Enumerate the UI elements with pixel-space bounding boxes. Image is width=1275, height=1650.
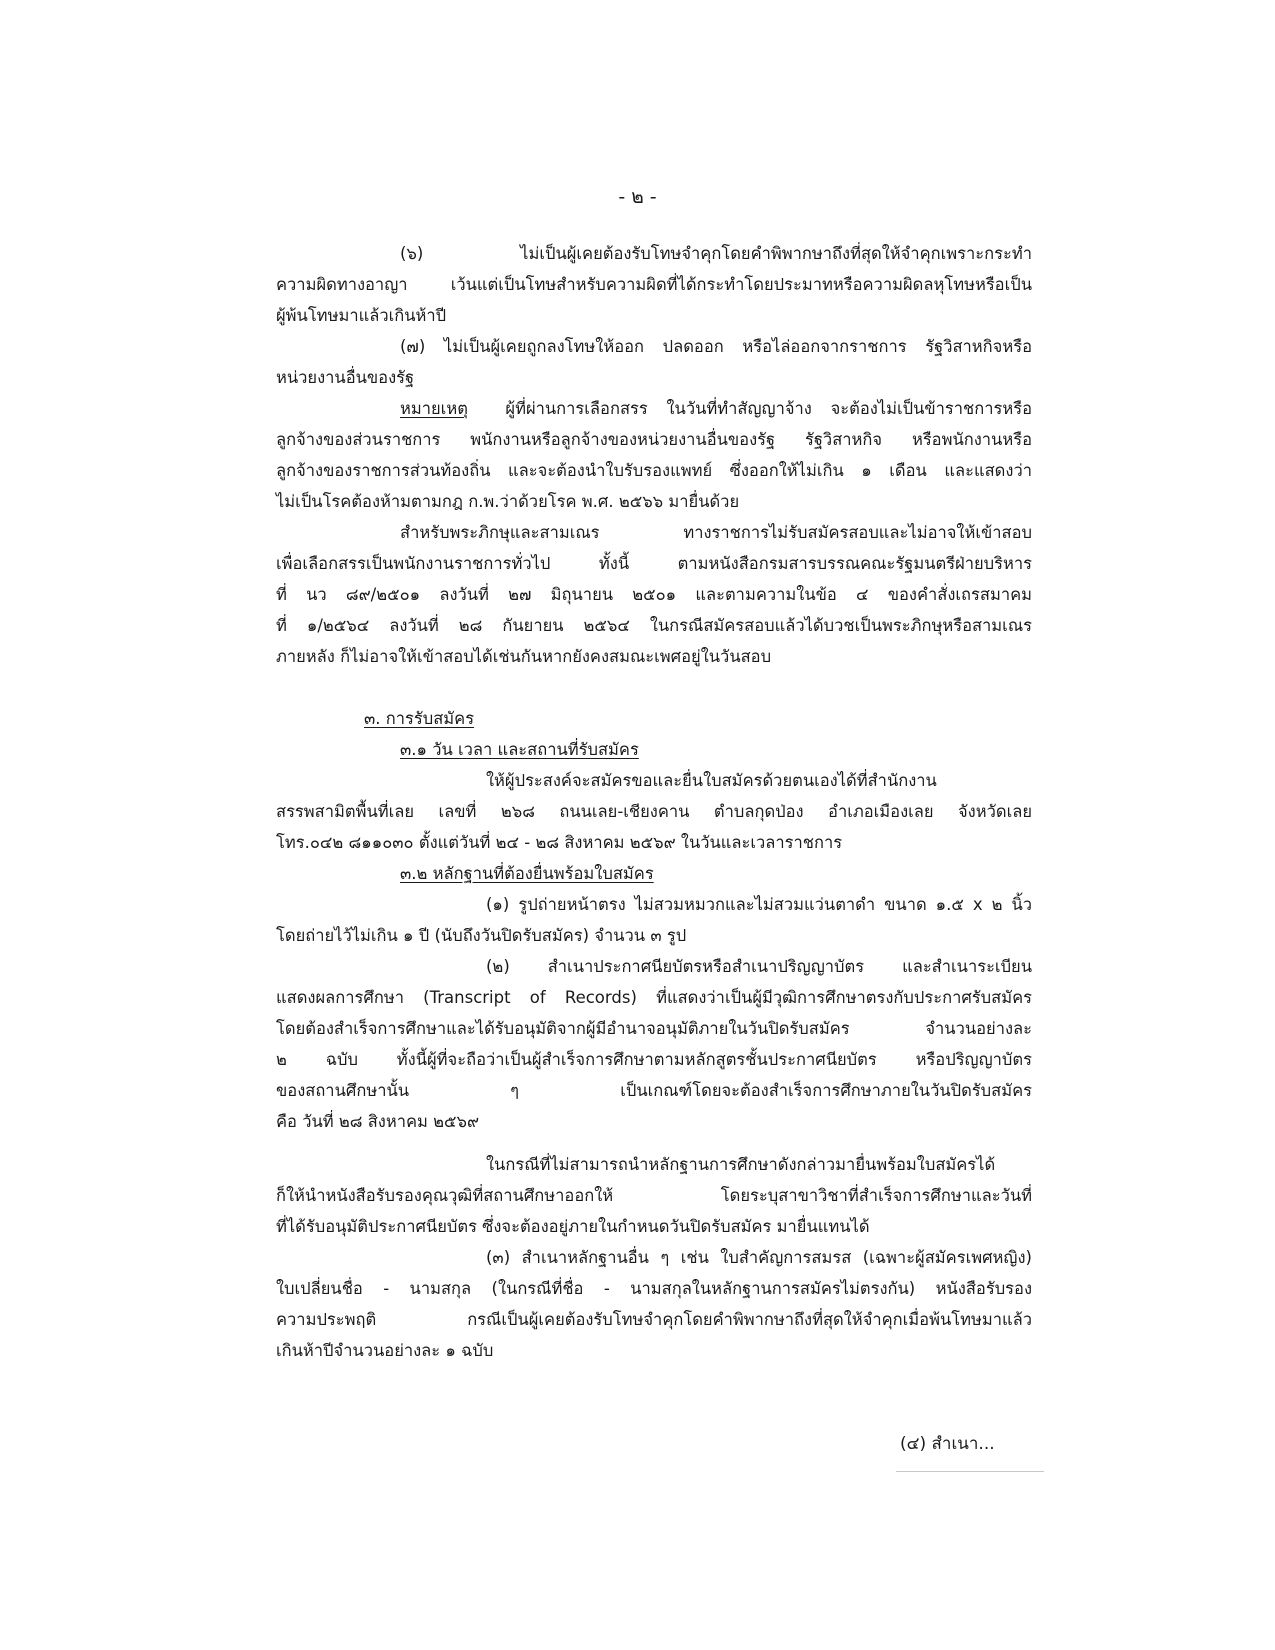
note-line: ลูกจ้างของส่วนราชการ พนักงานหรือลูกจ้างของหน่วยงานอื่นของรัฐ รัฐวิสาหกิจ หรือพนักงานหรือ [276,430,1032,449]
paragraph-line: (๑) รูปถ่ายหน้าตรง ไม่สวมหมวกและไม่สวมแว่นตาดำ ขนาด ๑.๕ x ๒ นิ้ว [486,895,1032,914]
paragraph-line: (๗) ไม่เป็นผู้เคยถูกลงโทษให้ออก ปลดออก หรือไล่ออกจากราชการ รัฐวิสาหกิจหรือ [400,337,1032,356]
paragraph-line: ให้ผู้ประสงค์จะสมัครขอและยื่นใบสมัครด้วยตนเองได้ที่สำนักงาน [486,771,937,790]
note-line: ลูกจ้างของราชการส่วนท้องถิ่น และจะต้องนำใบรับรองแพทย์ ซึ่งออกให้ไม่เกิน ๑ เดือน และแสดงว่า [276,461,1032,480]
paragraph-line: ผู้พ้นโทษมาแล้วเกินห้าปี [276,306,447,325]
paragraph-line: สรรพสามิตพื้นที่เลย เลขที่ ๒๖๘ ถนนเลย-เชียงคาน ตำบลกุดป่อง อำเภอเมืองเลย จังหวัดเลย [276,802,1032,821]
section-heading: ๓. การรับสมัคร [364,709,475,728]
subsection-heading: ๓.๑ วัน เวลา และสถานที่รับสมัคร [400,740,639,759]
page-number: - ๒ - [618,186,657,208]
paragraph-line: คือ วันที่ ๒๘ สิงหาคม ๒๕๖๙ [276,1112,480,1131]
paragraph-line: ใบเปลี่ยนชื่อ - นามสกุล (ในกรณีที่ชื่อ - นามสกุลในหลักฐานการสมัครไม่ตรงกัน) หนังสือรับรอง [276,1279,1032,1298]
paragraph-line: (๖) ไม่เป็นผู้เคยต้องรับโทษจำคุกโดยคำพิพากษาถึงที่สุดให้จำคุกเพราะกระทำ [400,244,1032,263]
paragraph-line: (๓) สำเนาหลักฐานอื่น ๆ เช่น ใบสำคัญการสมรส (เฉพาะผู้สมัครเพศหญิง) [486,1248,1032,1267]
paragraph-line: โดยถ่ายไว้ไม่เกิน ๑ ปี (นับถึงวันปิดรับสมัคร) จำนวน ๓ รูป [276,926,687,945]
monk-line: เพื่อเลือกสรรเป็นพนักงานราชการทั่วไป ทั้งนี้ ตามหนังสือกรมสารบรรณคณะรัฐมนตรีฝ่ายบริหาร [276,554,1032,573]
monk-line: ที่ นว ๘๙/๒๕๐๑ ลงวันที่ ๒๗ มิถุนายน ๒๕๐๑ และตามความในข้อ ๔ ของคำสั่งเถรสมาคม [276,585,1032,604]
paragraph-line: ก็ให้นำหนังสือรับรองคุณวุฒิที่สถานศึกษาออกให้ โดยระบุสาขาวิชาที่สำเร็จการศึกษาและวันที่ [276,1186,1032,1205]
note-line: ไม่เป็นโรคต้องห้ามตามกฎ ก.พ.ว่าด้วยโรค พ.ศ. ๒๕๖๖ มายื่นด้วย [276,492,740,511]
note-line [276,393,1032,424]
monk-line: ภายหลัง ก็ไม่อาจให้เข้าสอบได้เช่นกันหากยังคงสมณะเพศอยู่ในวันสอบ [276,647,772,666]
paragraph-line: ของสถานศึกษานั้น ๆ เป็นเกณฑ์โดยจะต้องสำเร็จการศึกษาภายในวันปิดรับสมัคร [276,1081,1032,1100]
note-text: ผู้ที่ผ่านการเลือกสรร ในวันที่ทำสัญญาจ้าง จะต้องไม่เป็นข้าราชการหรือ [505,399,1032,418]
footer-divider [896,1471,1044,1472]
paragraph-line: (๒) สำเนาประกาศนียบัตรหรือสำเนาปริญญาบัตร และสำเนาระเบียน [486,957,1032,976]
paragraph-line: ในกรณีที่ไม่สามารถนำหลักฐานการศึกษาดังกล่าวมายื่นพร้อมใบสมัครได้ [486,1155,996,1174]
paragraph-line: โดยต้องสำเร็จการศึกษาและได้รับอนุมัติจากผู้มีอำนาจอนุมัติภายในวันปิดรับสมัคร จำนวนอย่างละ [276,1019,1032,1038]
monk-line: สำหรับพระภิกษุและสามเณร ทางราชการไม่รับสมัครสอบและไม่อาจให้เข้าสอบ [400,523,1032,542]
monk-line: ที่ ๑/๒๕๖๔ ลงวันที่ ๒๘ กันยายน ๒๕๖๔ ในกรณีสมัครสอบแล้วได้บวชเป็นพระภิกษุหรือสามเณร [276,616,1032,635]
paragraph-line: ความผิดทางอาญา เว้นแต่เป็นโทษสำหรับความผิดที่ได้กระทำโดยประมาทหรือความผิดลหุโทษหรือเป็น [276,275,1032,294]
paragraph-line: ความประพฤติ กรณีเป็นผู้เคยต้องรับโทษจำคุกโดยคำพิพากษาถึงที่สุดให้จำคุกเมื่อพ้นโทษมาแล้ว [276,1310,1032,1329]
paragraph-line: ที่ได้รับอนุมัติประกาศนียบัตร ซึ่งจะต้องอยู่ภายในกำหนดวันปิดรับสมัคร มายื่นแทนได้ [276,1217,870,1236]
note-label: หมายเหตุ [400,399,468,418]
subsection-heading: ๓.๒ หลักฐานที่ต้องยื่นพร้อมใบสมัคร [400,864,654,883]
paragraph-line: แสดงผลการศึกษา (Transcript of Records) ที่แสดงว่าเป็นผู้มีวุฒิการศึกษาตรงกับประกาศรับสมัคร [276,988,1032,1007]
paragraph-line: หน่วยงานอื่นของรัฐ [276,368,415,387]
continuation-footer: (๔) สำเนา... [900,1434,995,1454]
paragraph-line: โทร.๐๔๒ ๘๑๑๐๓๐ ตั้งแต่วันที่ ๒๔ - ๒๘ สิงหาคม ๒๕๖๙ ในวันและเวลาราชการ [276,833,843,852]
document-body [276,238,1032,1366]
paragraph-line: ๒ ฉบับ ทั้งนี้ผู้ที่จะถือว่าเป็นผู้สำเร็จการศึกษาตามหลักสูตรชั้นประกาศนียบัตร หรือปริญญาบัตร [276,1050,1032,1069]
paragraph-line: เกินห้าปีจำนวนอย่างละ ๑ ฉบับ [276,1341,494,1360]
